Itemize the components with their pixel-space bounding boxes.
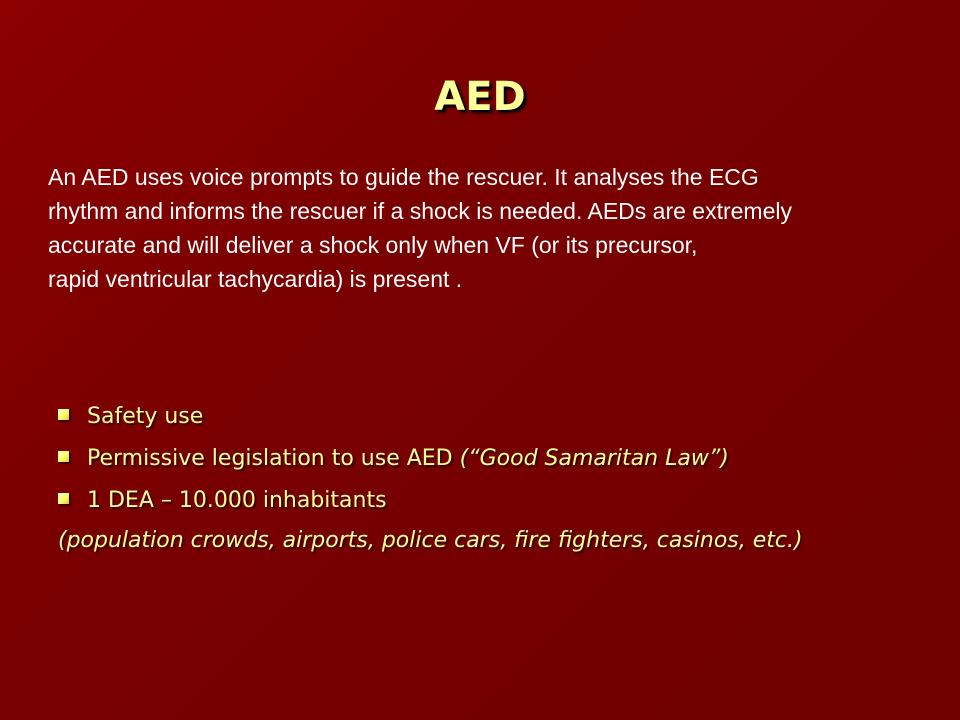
- bullet-text: 1 DEA – 10.000 inhabitants: [87, 488, 387, 513]
- square-bullet-icon: [58, 409, 69, 420]
- bullet-item: [58, 396, 938, 438]
- bullet-text: Permissive legislation to use AED: [87, 446, 460, 471]
- description-line: rhythm and informs the rescuer if a shock is needed. AEDs are extremely: [48, 198, 792, 224]
- bullet-list: [58, 396, 938, 522]
- square-bullet-icon: [58, 493, 69, 504]
- locations-note: (population crowds, airports, police cars, fire fighters, casinos, etc.): [58, 528, 803, 553]
- description-line: accurate and will deliver a shock only when VF (or its precursor,: [48, 232, 698, 258]
- description-line: rapid ventricular tachycardia) is present .: [48, 266, 463, 292]
- bullet-item: [58, 480, 938, 522]
- square-bullet-icon: [58, 451, 69, 462]
- bullet-italic-text: (“Good Samaritan Law”): [459, 446, 729, 471]
- bullet-text: Safety use: [87, 404, 204, 429]
- bullet-item: [58, 438, 938, 480]
- aed-description: [48, 160, 928, 296]
- slide-title: AED: [434, 74, 526, 120]
- description-line: An AED uses voice prompts to guide the rescuer. It analyses the ECG: [48, 164, 759, 190]
